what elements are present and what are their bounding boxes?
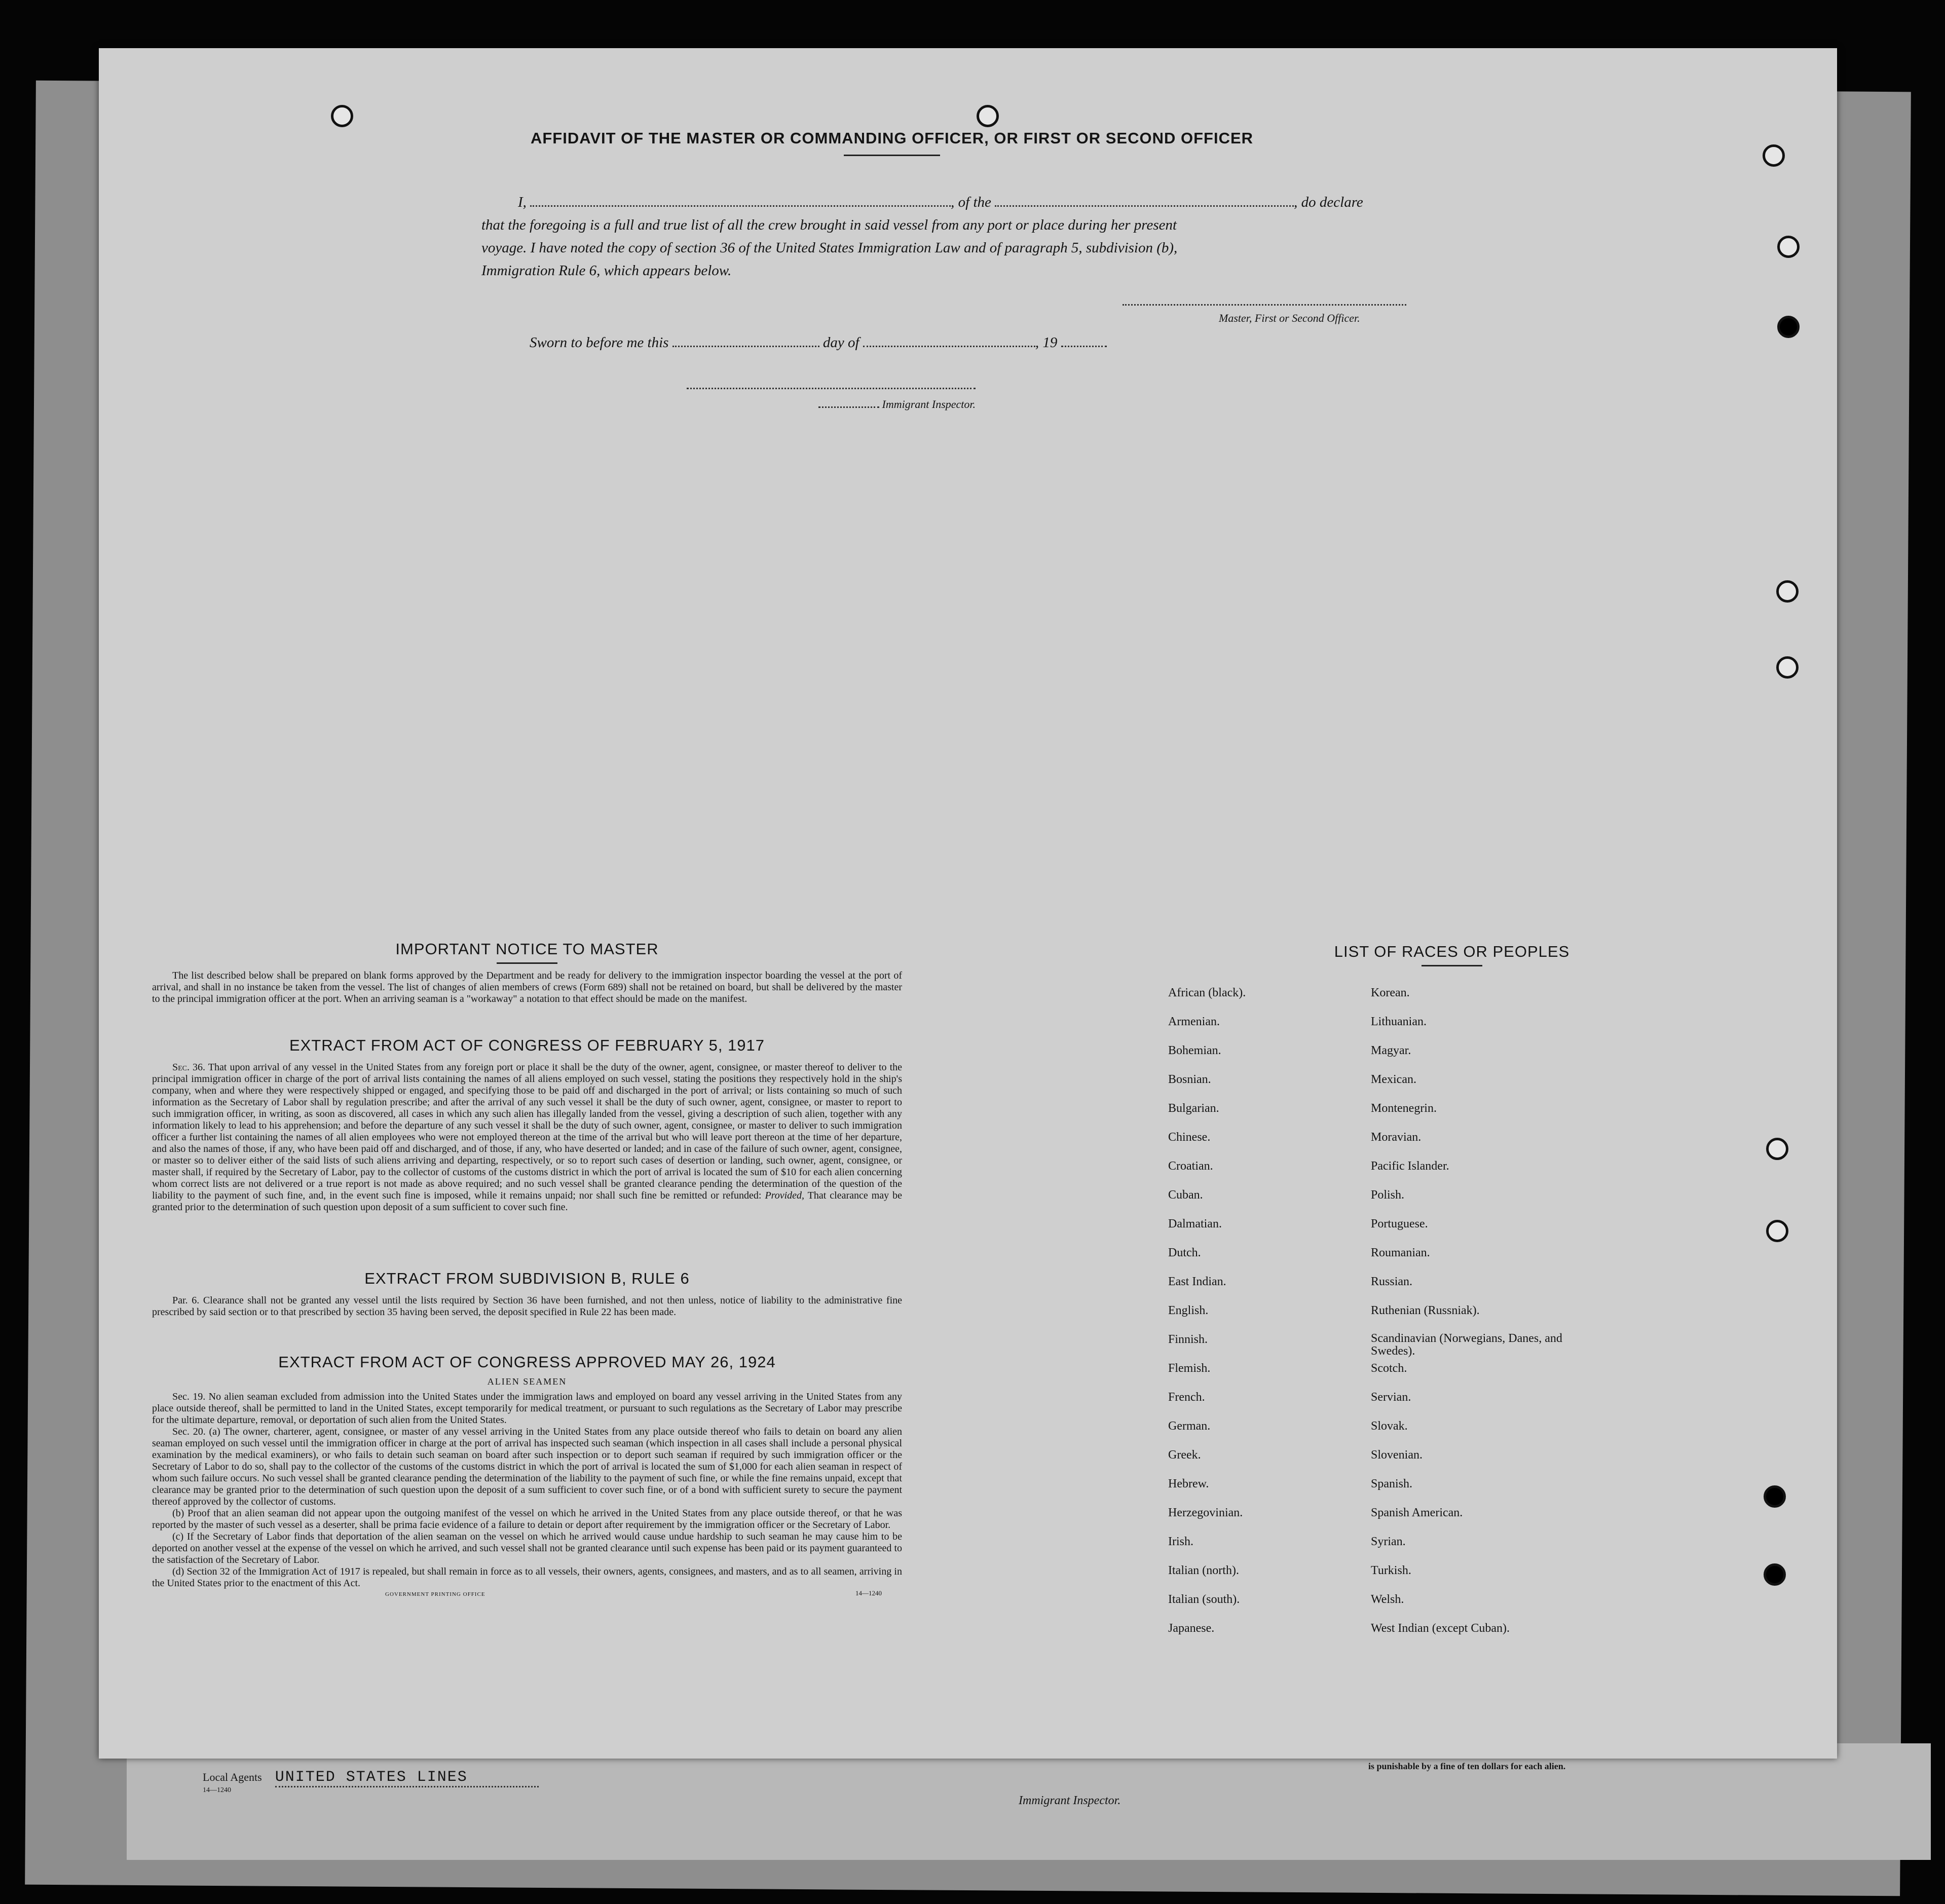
race-item: Bosnian. [1168, 1073, 1211, 1086]
inspector-label-text: Immigrant Inspector. [882, 398, 976, 410]
punch-hole [1776, 580, 1799, 603]
race-item: Servian. [1371, 1391, 1411, 1404]
form-number: 14—1240 [855, 1589, 882, 1597]
race-item: Lithuanian. [1371, 1015, 1427, 1028]
races-rule [1422, 965, 1482, 966]
race-item: Pacific Islander. [1371, 1160, 1449, 1173]
race-item: Italian (south). [1168, 1593, 1240, 1606]
punch-hole [1763, 144, 1785, 167]
footer-penalty-text: is punishable by a fine of ten dollars for each alien. [1368, 1761, 1566, 1771]
declare-label: , do declare [1294, 194, 1363, 210]
master-signature-line[interactable] [1123, 304, 1406, 306]
race-item: Greek. [1168, 1448, 1201, 1462]
provided-label: Provided, [765, 1190, 805, 1201]
extract-1917-body [152, 1062, 902, 1213]
extract-rule-6-body [152, 1295, 902, 1318]
printer-credit: GOVERNMENT PRINTING OFFICE [385, 1591, 485, 1597]
sec-20a-paragraph [152, 1426, 902, 1508]
local-agents-value: UNITED STATES LINES [275, 1769, 539, 1787]
race-item: Mexican. [1371, 1073, 1416, 1086]
race-item: Japanese. [1168, 1622, 1215, 1635]
race-item: Russian. [1371, 1275, 1413, 1288]
punch-hole [1777, 236, 1800, 258]
race-item: Montenegrin. [1371, 1102, 1437, 1115]
local-agents-label: Local Agents [203, 1771, 262, 1783]
alien-seamen-subtitle: ALIEN SEAMEN [487, 1376, 567, 1387]
sworn-label: Sworn to before me this [530, 334, 669, 351]
punch-hole [1766, 1138, 1788, 1160]
punch-hole [1766, 1220, 1788, 1242]
sec-36-label: Sec. 36. [172, 1062, 206, 1073]
race-item: Polish. [1371, 1188, 1405, 1202]
affidavit-line-3: voyage. I have noted the copy of section 36 of the United States Immigration Law and of paragraph 5, subdivision (b), [481, 240, 1178, 256]
sworn-day-field[interactable] [672, 346, 819, 347]
sworn-year-label: , 19 [1035, 334, 1058, 351]
race-item: Croatian. [1168, 1160, 1213, 1173]
sec-20c-text: (c) If the Secretary of Labor finds that deportation of the alien seaman on the vessel on which he arrived would cause undue hardship to such seaman he may cause him to be deported on another vessel at the expense of the vessel on which he arrived, and such vessel shall not be granted clearance until such expense has been paid or its payment guaranteed to the satisfaction of the Secretary of Labor. [152, 1531, 902, 1565]
extract-1924 [152, 1353, 902, 1604]
race-item: English. [1168, 1304, 1209, 1317]
race-item: Scandinavian (Norwegians, Danes, and Swedes). [1371, 1332, 1562, 1358]
sec-20a-label: Sec. 20. (a) [172, 1426, 220, 1437]
punch-hole [1764, 1563, 1786, 1586]
race-item: Scotch. [1371, 1362, 1407, 1375]
extract-rule-6-title: EXTRACT FROM SUBDIVISION B, RULE 6 [364, 1270, 690, 1287]
race-item: Spanish American. [1371, 1506, 1463, 1519]
races-column-2 [1371, 986, 1584, 1650]
master-signature-label: Master, First or Second Officer. [1219, 312, 1360, 324]
punch-hole [977, 105, 999, 127]
race-item: Portuguese. [1371, 1217, 1428, 1230]
race-item: Welsh. [1371, 1593, 1404, 1606]
races-title: LIST OF RACES OR PEOPLES [1334, 943, 1570, 960]
par-6-text: Clearance shall not be granted any vessel until the lists required by Section 36 have been furnished, and not then unless, notice of liability to the administrative fine prescribed by said section or to that prescribed by section 35 having been served, the deposit specified in Rule 22 has been made. [152, 1295, 902, 1318]
race-item: East Indian. [1168, 1275, 1226, 1288]
print-info [152, 1589, 902, 1604]
sec-36-text-end: That clearance may be granted prior to the determination of such question upon deposit of a sum sufficient to cover such fine. [152, 1190, 902, 1213]
notice-body: The list described below shall be prepared on blank forms approved by the Department and be ready for delivery to the immigration inspector boarding the vessel at the port of arrival, and shall in no instance be taken from the vessel. The list of changes of alien members of crews (Form 689) shall not be retained on board, but shall be delivered by the master to the principal immigration officer at the port. When an arriving seaman is a "workaway" a notation to that effect should be made on the manifest. [152, 970, 902, 1004]
sec-19-text: No alien seaman excluded from admission into the United States under the immigration laws and employed on board any vessel arriving in the United States from any place outside thereof, shall be permitted to land in the United States, except temporarily for medical treatment, or pursuant to such regulations as the Secretary of Labor may prescribe for the ultimate departure, removal, or deportation of such alien from the United States. [152, 1391, 903, 1426]
declarant-name-field[interactable] [530, 205, 951, 207]
race-item: Ruthenian (Russniak). [1371, 1304, 1480, 1317]
sec-19-label: Sec. 19. [172, 1391, 206, 1402]
race-item: Roumanian. [1371, 1246, 1430, 1259]
punch-hole [1764, 1485, 1786, 1508]
notice-title: IMPORTANT NOTICE TO MASTER [395, 940, 659, 958]
race-item: French. [1168, 1391, 1205, 1404]
footer-form-number: 14—1240 [203, 1786, 231, 1794]
race-item: Irish. [1168, 1535, 1193, 1548]
race-item: Spanish. [1371, 1477, 1413, 1490]
extract-1917-title: EXTRACT FROM ACT OF CONGRESS OF FEBRUARY 5, 1917 [289, 1036, 765, 1054]
punch-hole [331, 105, 353, 127]
race-item: Finnish. [1168, 1333, 1208, 1346]
race-item: Slovak. [1371, 1420, 1408, 1433]
par-6-label: Par. 6. [172, 1295, 200, 1306]
punch-hole [1776, 656, 1799, 679]
race-item: African (black). [1168, 986, 1246, 999]
races-column-1 [1168, 986, 1246, 1650]
affidavit-line-2: that the foregoing is a full and true list of all the crew brought in said vessel from any port or place during her present [481, 217, 1177, 233]
affidavit-section [352, 129, 1432, 156]
race-item: Chinese. [1168, 1131, 1211, 1144]
punch-hole [1777, 316, 1800, 338]
important-notice [152, 940, 902, 1005]
race-item: Bulgarian. [1168, 1102, 1219, 1115]
race-item: West Indian (except Cuban). [1371, 1622, 1510, 1635]
extract-1924-title: EXTRACT FROM ACT OF CONGRESS APPROVED MAY 26, 1924 [278, 1353, 776, 1371]
local-agents-row [203, 1769, 539, 1795]
notice-rule [497, 962, 557, 964]
race-item: Korean. [1371, 986, 1410, 999]
race-item: Dalmatian. [1168, 1217, 1222, 1230]
race-item: Armenian. [1168, 1015, 1220, 1028]
footer-inspector-label: Immigrant Inspector. [1019, 1794, 1121, 1807]
inspector-label [818, 398, 976, 411]
declarant-label: I, [518, 194, 527, 210]
sec-19-paragraph [152, 1391, 902, 1426]
sec-20b-text: (b) Proof that an alien seaman did not appear upon the outgoing manifest of the vessel on which he arrived in the United States from any place outside thereof, or that he was reported by the master of such vessel as a deserter, shall be prima facie evidence of a failure to detain or deport after requirement by the immigration officer or the Secretary of Labor. [152, 1508, 902, 1530]
sworn-year-field[interactable] [1061, 346, 1107, 347]
affidavit-line-4: Immigration Rule 6, which appears below. [481, 263, 732, 279]
form-sheet [99, 48, 1837, 1759]
race-item: Turkish. [1371, 1564, 1411, 1577]
sworn-day-label: day of [822, 334, 859, 351]
inspector-signature-line[interactable] [687, 388, 976, 389]
race-item: Flemish. [1168, 1362, 1211, 1375]
vessel-name-field[interactable] [995, 205, 1294, 207]
vessel-label: , of the [951, 194, 991, 210]
race-item: Bohemian. [1168, 1044, 1221, 1057]
race-item: Slovenian. [1371, 1448, 1423, 1462]
extract-1917 [152, 1036, 902, 1213]
extract-rule-6 [152, 1270, 902, 1318]
race-item: German. [1168, 1420, 1211, 1433]
sworn-line [530, 334, 1107, 351]
race-item: Magyar. [1371, 1044, 1411, 1057]
race-item: Dutch. [1168, 1246, 1201, 1259]
sworn-month-field[interactable] [863, 346, 1035, 347]
race-item: Cuban. [1168, 1188, 1203, 1202]
affidavit-body [481, 191, 1556, 282]
race-item: Syrian. [1371, 1535, 1406, 1548]
sec-36-text: That upon arrival of any vessel in the United States from any foreign port or place it shall be the duty of the owner, agent, consignee, or master thereof to deliver to the principal immigration officer in charge of the port of arrival lists containing the names of all aliens employed on such vessel, stating the positions they respectively hold in the ship's company, when and where they were respectively shipped or engaged, and specifying those to be paid off and discharged in the port of arrival; or lists containing so much of such information as the Secretary of Labor shall by regulation prescribe; and after the arrival of any such vessel it shall be the duty of such owner, agent, consignee, or master to report to such immigration officer, in writing, as soon as discovered, all cases in which any such alien has illegally landed from the vessel, giving a description of such alien, together with any information likely to lead to his apprehension; and before the departure of any such vessel it shall be the duty of such owner, agent, consignee, or master to deliver to such immigration officer a further list containing the names of all alien employees who were not employed thereon at the time of the arrival but who will leave port thereon at the time of her departure, and also the names of those, if any, who have been paid off and discharged, and of those, if any, who have deserted or landed; and in case of the failure of such owner, agent, consignee, or master so to deliver either of the said lists of such aliens arriving and departing, respectively, or so to report such cases of desertion or landing, such owner, agent, consignee, or master shall, if required by the Secretary of Labor, pay to the collector of customs of the customs district in which the port of arrival is located the sum of $10 for each alien concerning whom correct lists are not delivered or a true report is not made as above required; and no such vessel shall be granted clearance pending the determination of the question of the liability to the payment of such fine, and, in the event such fine is imposed, while it remains unpaid; nor shall such fine be remitted or refunded: [152, 1062, 903, 1201]
races-section [1199, 943, 1705, 966]
race-item: Italian (north). [1168, 1564, 1239, 1577]
race-item: Moravian. [1371, 1131, 1422, 1144]
affidavit-line-1 [481, 191, 1556, 214]
race-item: Hebrew. [1168, 1477, 1209, 1490]
race-item: Herzegovinian. [1168, 1506, 1243, 1519]
sec-20a-text: The owner, charterer, agent, consignee, or master of any vessel arriving in the United States from any place outside thereof who fails to detain on board any alien seaman employed on such vessel until the immigration officer in charge at the port of arrival has inspected such seaman (which inspection in all cases shall include a personal physical examination by the medical examiners), or who fails to detain such seaman on board after such inspection or to deport such seaman if required by such immigration officer or the Secretary of Labor to do so, shall pay to the collector of the customs of the customs district in which the port of arrival is located the sum of $1,000 for each alien seaman in respect of whom such failure occurs. No such vessel shall be granted clearance pending the determination of the liability to the payment of such fine, or while the fine remains unpaid, except that clearance may be granted prior to the determination of such question upon the deposit of a sum sufficient to cover such fine, or of a bond with sufficient surety to secure the payment thereof approved by the collector of customs. [152, 1426, 902, 1507]
affidavit-title: AFFIDAVIT OF THE MASTER OR COMMANDING OFFICER, OR FIRST OR SECOND OFFICER [530, 129, 1254, 147]
title-rule [844, 155, 940, 156]
inspector-dots [818, 406, 879, 408]
sec-20d-text: (d) Section 32 of the Immigration Act of 1917 is repealed, but shall remain in force as to all vessels, their owners, agents, consignees, and masters, and as to all seamen, arriving in the United States prior to the enactment of this Act. [152, 1566, 902, 1589]
